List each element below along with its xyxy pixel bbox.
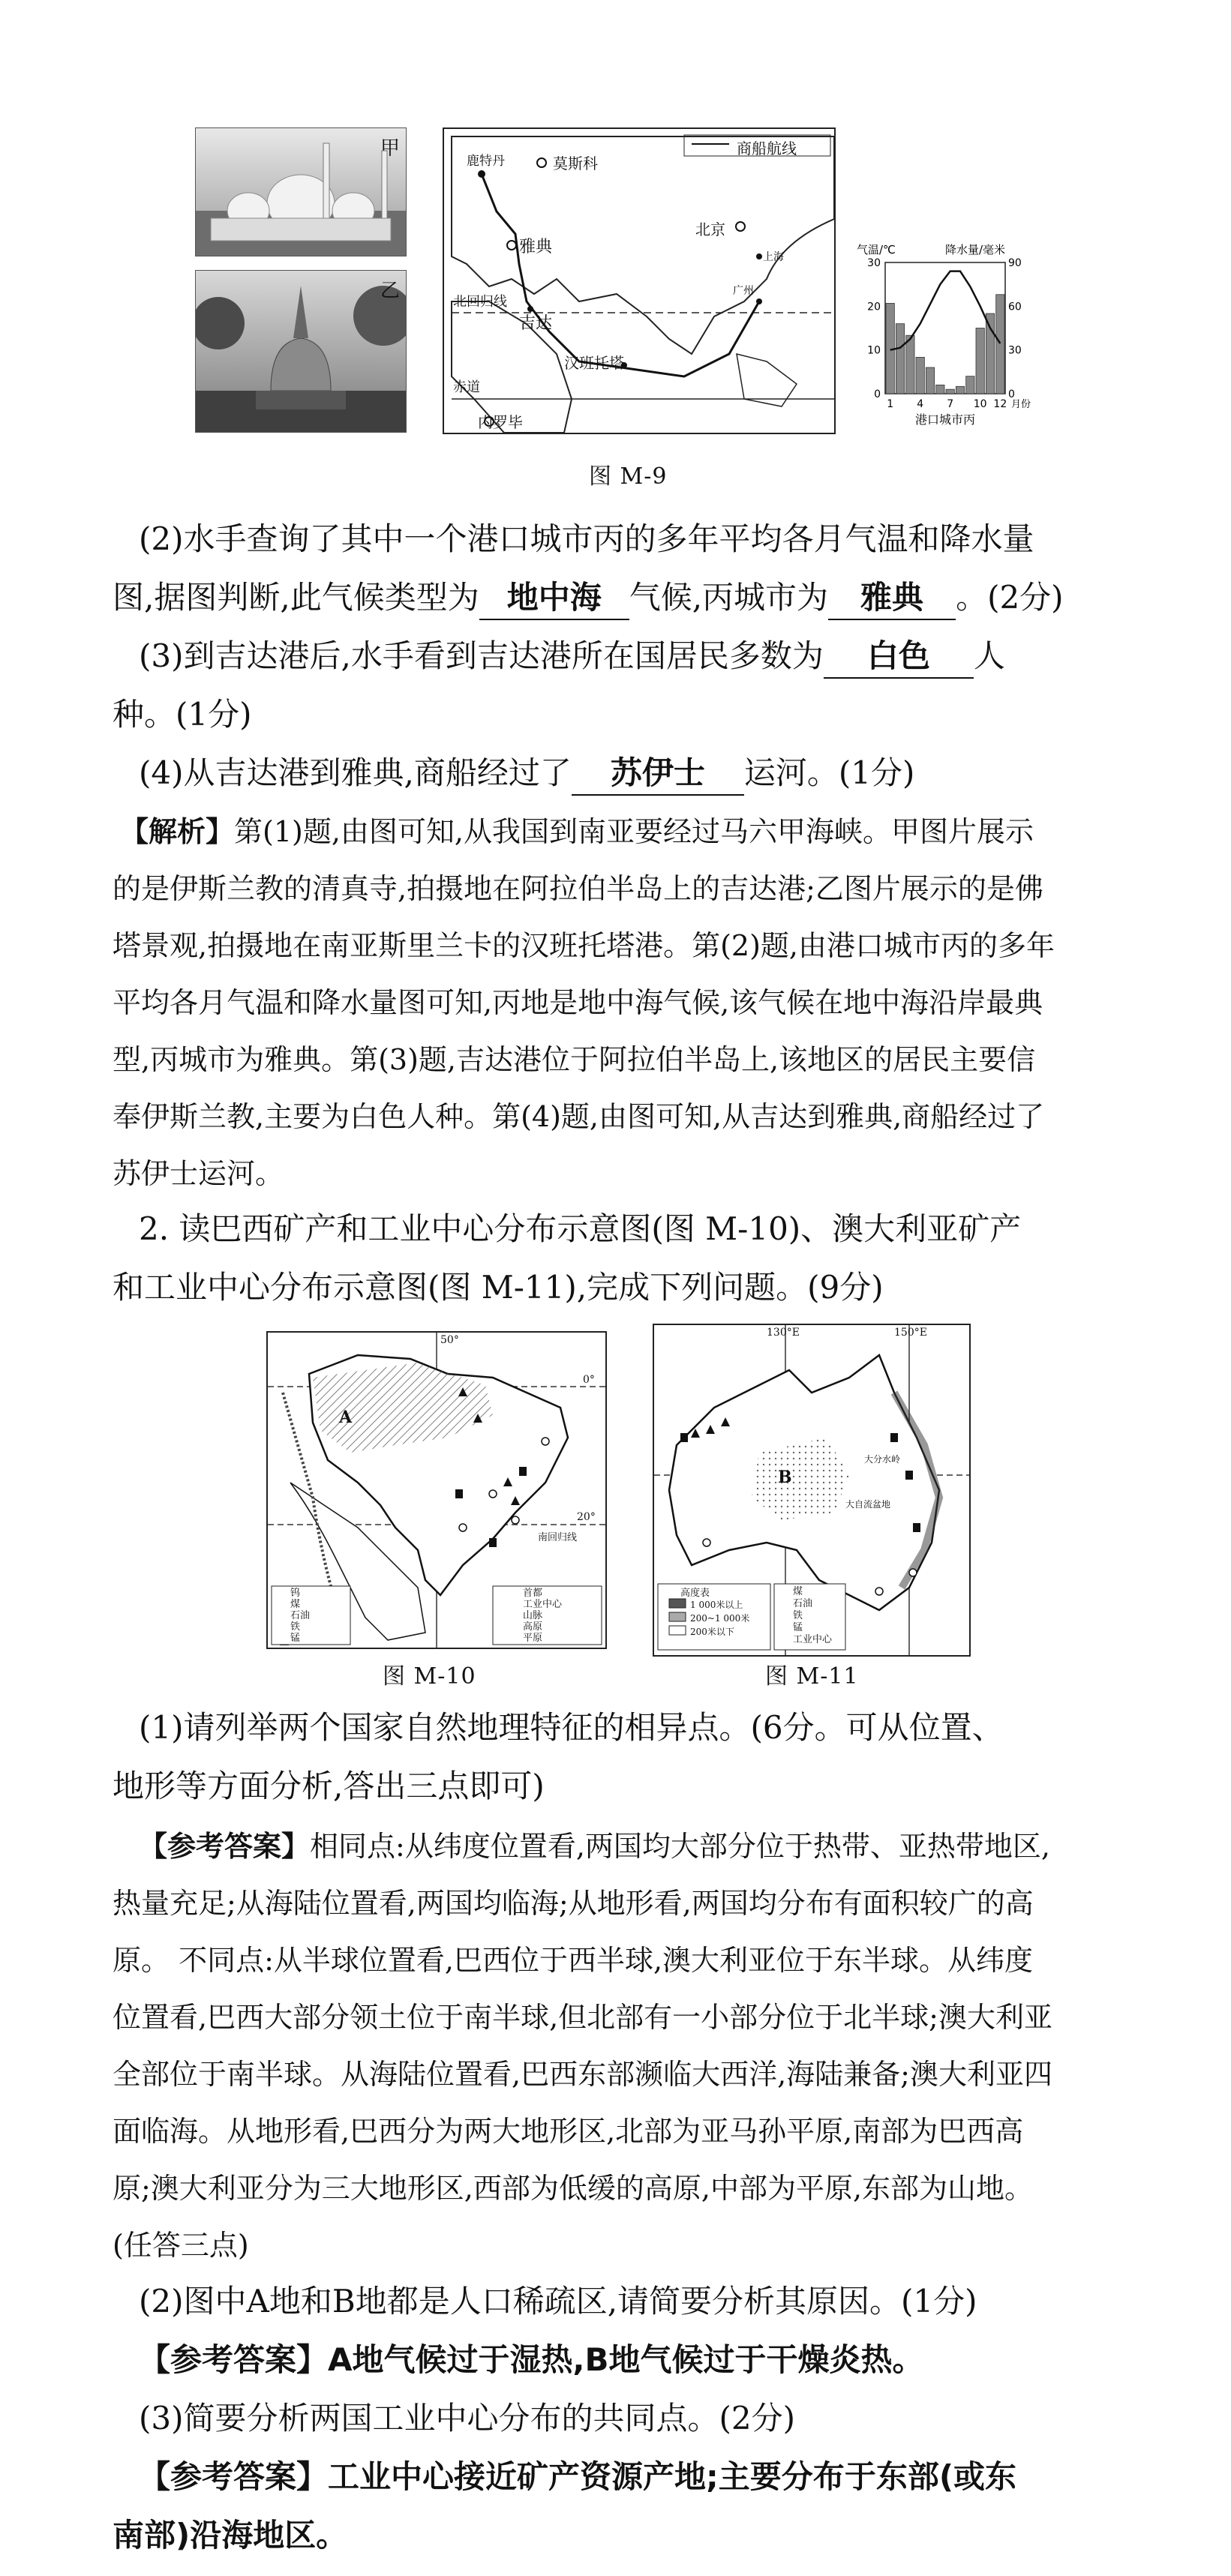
precip-bar [976, 328, 984, 394]
question-2-line2: 和工业中心分布示意图(图 M-11),完成下列问题。(9分) [113, 1269, 884, 1306]
answer1-line-3: 原。 不同点:从半球位置看,巴西位于西半球,澳大利亚位于东半球。从纬度 [113, 1944, 1034, 1977]
tropic-of-cancer-label: 北回归线 [453, 294, 507, 310]
analysis-line-5: 型,丙城市为雅典。第(3)题,吉达港位于阿拉伯半岛上,该地区的居民主要信 [113, 1043, 1036, 1076]
brazil-legend-right [523, 1588, 562, 1644]
legend-plateau: 高原 [523, 1621, 543, 1633]
answer1-line-2: 热量充足;从海陆位置看,两国均临海;从地形看,两国均分布有面积较广的高 [113, 1887, 1034, 1920]
oil-symbol [519, 1467, 527, 1476]
sub3-answer-line1 [139, 2448, 1204, 2506]
aus-legend-coal: 煤 [793, 1586, 803, 1597]
analysis-line-3: 塔景观,拍摄地在南亚斯里兰卡的汉班托塔港。第(2)题,由港口城市丙的多年 [113, 929, 1055, 962]
legend-manganese: 锰 [290, 1633, 301, 1644]
precip-bar [986, 313, 994, 394]
brazil-lat-20-label: 20° [577, 1511, 596, 1523]
y-left-tick: 20 [867, 301, 881, 313]
legend-iron: 铁 [290, 1621, 301, 1633]
sub3-tag: 【参考答案】 [139, 2458, 329, 2495]
analysis-line-7: 苏伊士运河。 [113, 1157, 284, 1190]
y-left-tick: 30 [867, 257, 881, 269]
q3-text-b: 人 [973, 637, 1005, 674]
sub1-line1: (1)请列举两个国家自然地理特征的相异点。(6分。可从位置、 [139, 1709, 1004, 1746]
photo-jia-label: 甲 [380, 137, 400, 160]
pagoda-photo [195, 270, 407, 433]
figure-m10-caption: 图 M-10 [383, 1663, 476, 1690]
city-athens: 雅典 [519, 238, 553, 256]
australia-map [653, 1324, 971, 1657]
legend-capital: 首都 [523, 1588, 543, 1599]
aus-legend-manganese: 锰 [793, 1622, 803, 1633]
industrial-center-symbol [703, 1539, 710, 1546]
precip-bar [926, 367, 934, 394]
aus-great-dividing-range: 大分水岭 [864, 1454, 901, 1465]
legend-plain: 平原 [523, 1633, 543, 1644]
y-right-tick: 30 [1008, 344, 1022, 357]
city-hambantota: 汉班托塔 [564, 354, 624, 372]
q4-text-a: (4)从吉达港到雅典,商船经过了 [139, 754, 572, 791]
sub2-question: (2)图中A地和B地都是人口稀疏区,请简要分析其原因。(1分) [139, 2283, 977, 2320]
legend-coal: 煤 [290, 1599, 301, 1610]
precip-bar [996, 295, 1004, 394]
sub3-question: (3)简要分析两国工业中心分布的共同点。(2分) [139, 2400, 795, 2437]
photo-yi-label: 乙 [380, 280, 400, 302]
x-tick: 7 [947, 398, 954, 410]
y-right-label: 降水量/毫米 [945, 243, 1006, 256]
legend-mountain: 山脉 [523, 1610, 543, 1621]
analysis-line-1 [120, 802, 1185, 861]
city-nairobi: 内罗毕 [478, 413, 523, 431]
city-shanghai: 上海 [763, 251, 784, 263]
coal-symbol [489, 1538, 497, 1547]
aus-legend-oil: 石油 [793, 1598, 813, 1609]
coal-symbol [913, 1523, 920, 1532]
mosque-illustration [196, 128, 406, 256]
q4-line [139, 744, 1204, 802]
aus-lon-130-label: 130°E [767, 1327, 800, 1339]
y-left-label: 气温/℃ [857, 243, 896, 256]
industrial-center-symbol [512, 1516, 519, 1524]
precip-bar [896, 324, 904, 394]
x-tick: 4 [917, 398, 924, 410]
answer1-line-5: 全部位于南半球。从海陆位置看,巴西东部濒临大西洋,海陆兼备;澳大利亚四 [113, 2058, 1052, 2091]
analysis-tag: 【解析】 [120, 815, 235, 848]
q2-line2-c: 。(2分) [956, 579, 1064, 616]
x-tick: 10 [973, 398, 987, 410]
precip-bar [956, 386, 964, 394]
aus-great-artesian-basin: 大自流盆地 [845, 1499, 891, 1510]
coal-symbol [890, 1433, 898, 1442]
brazil-label-a: A [339, 1408, 353, 1427]
answer1-line-4: 位置看,巴西大部分领土位于南半球,但北部有一小部分位于北半球;澳大利亚 [113, 2001, 1052, 2034]
q3-text-a: (3)到吉达港后,水手看到吉达港所在国居民多数为 [139, 637, 824, 674]
answer1-line-1 [139, 1817, 1204, 1876]
y-left-tick: 10 [867, 344, 881, 357]
equator-label: 赤道 [453, 379, 480, 395]
coal-symbol [905, 1471, 913, 1480]
legend-height-low: 200米以下 [690, 1627, 734, 1637]
sub3-answer-1: 工业中心接近矿产资源产地;主要分布于东部(或东 [328, 2458, 1017, 2495]
aus-legend-symbols [793, 1586, 832, 1646]
x-tick: 1 [887, 398, 894, 410]
precip-bar [906, 335, 914, 394]
y-right-tick: 90 [1008, 257, 1022, 269]
figure-m9-caption: 图 M-9 [589, 463, 668, 490]
legend-oil: 石油 [290, 1610, 311, 1621]
answer1-line-8: (任答三点) [113, 2229, 249, 2262]
coal-symbol [455, 1489, 463, 1498]
industrial-center-symbol [542, 1438, 549, 1445]
aus-legend-title: 高度表 [680, 1588, 710, 1599]
y-right-tick: 0 [1008, 388, 1015, 400]
climate-chart-svg [855, 240, 1035, 435]
mosque-photo [195, 127, 407, 256]
aus-legend-heights [690, 1598, 749, 1639]
answer1-text-1: 相同点:从纬度位置看,两国均大部分位于热带、亚热带地区, [310, 1830, 1050, 1863]
q2-answer-city: 雅典 [828, 577, 956, 620]
legend-height-mid: 200~1 000米 [690, 1613, 750, 1624]
city-jeddah: 吉达 [519, 314, 553, 333]
sub2-answer-line [139, 2331, 1204, 2389]
precip-bar [966, 376, 974, 394]
answer1-line-7: 原;澳大利亚分为三大地形区,西部为低缓的高原,中部为平原,东部为山地。 [113, 2172, 1034, 2205]
sub2-tag: 【参考答案】 [139, 2341, 329, 2378]
aus-legend-industrial: 工业中心 [793, 1634, 833, 1645]
industrial-center-symbol [909, 1569, 917, 1576]
sub1-line2: 地形等方面分析,答出三点即可) [113, 1768, 545, 1804]
q2-line1: (2)水手查询了其中一个港口城市丙的多年平均各月气温和降水量 [139, 520, 1034, 557]
industrial-center-symbol [489, 1490, 497, 1498]
precip-bar [916, 357, 924, 394]
route-map-svg [444, 129, 834, 433]
question-2-line1: 2. 读巴西矿产和工业中心分布示意图(图 M-10)、澳大利亚矿产 [139, 1210, 1022, 1247]
brazil-lon-label: 50° [440, 1334, 459, 1346]
industrial-center-symbol [459, 1524, 467, 1531]
pagoda-illustration [196, 271, 406, 432]
y-left-tick: 0 [874, 388, 881, 400]
legend-industrial-center: 工业中心 [523, 1599, 563, 1610]
aus-lon-150-label: 150°E [894, 1327, 927, 1339]
q2-line2-a: 图,据图判断,此气候类型为 [113, 579, 479, 616]
q4-text-b: 运河。(1分) [743, 754, 915, 791]
q2-line2-b: 气候,丙城市为 [629, 579, 829, 616]
route-map [443, 127, 836, 434]
analysis-line-2: 的是伊斯兰教的清真寺,拍摄地在阿拉伯半岛上的吉达港;乙图片展示的是佛 [113, 872, 1043, 905]
brazil-lat-0-label: 0° [583, 1374, 595, 1386]
q2-line2 [113, 568, 1178, 627]
precip-bar [936, 385, 944, 394]
aus-legend-iron: 铁 [793, 1610, 803, 1621]
x-tick: 12 [993, 398, 1007, 410]
brazil-tropic-label: 南回归线 [538, 1532, 578, 1543]
figure-m11-caption: 图 M-11 [765, 1663, 859, 1690]
city-guangzhou: 广州 [733, 285, 754, 297]
sub2-answer: A地气候过于湿热,B地气候过于干燥炎热。 [328, 2341, 924, 2378]
analysis-line-6: 奉伊斯兰教,主要为白色人种。第(4)题,由图可知,从吉达到雅典,商船经过了 [113, 1100, 1045, 1133]
city-moscow: 莫斯科 [553, 154, 598, 172]
brazil-map [266, 1331, 607, 1649]
legend-tungsten: 钨 [290, 1588, 301, 1599]
q4-answer: 苏伊士 [572, 752, 744, 796]
city-rotterdam: 鹿特丹 [467, 154, 505, 169]
y-right-tick: 60 [1008, 301, 1022, 313]
precip-bar [946, 389, 954, 394]
industrial-center-symbol [875, 1588, 883, 1595]
q3-line1 [139, 627, 1204, 685]
analysis-line-4: 平均各月气温和降水量图可知,丙地是地中海气候,该气候在地中海沿岸最典 [113, 986, 1043, 1019]
brazil-legend-left [290, 1588, 310, 1644]
q2-answer-climate: 地中海 [479, 577, 629, 620]
analysis-text-1: 第(1)题,由图可知,从我国到南亚要经过马六甲海峡。甲图片展示 [234, 815, 1034, 848]
answer1-line-6: 面临海。从地形看,巴西分为两大地形区,北部为亚马孙平原,南部为巴西高 [113, 2115, 1024, 2148]
city-beijing: 北京 [695, 220, 725, 238]
answer1-tag: 【参考答案】 [139, 1830, 311, 1863]
sub3-answer-line2: 南部)沿海地区。 [113, 2517, 348, 2554]
oil-symbol [680, 1433, 688, 1442]
x-unit: 月份 [1011, 399, 1031, 410]
chart-title: 港口城市丙 [914, 412, 976, 427]
q3-answer: 白色 [824, 635, 974, 679]
q3-line2: 种。(1分) [113, 696, 252, 733]
legend-route-label: 商船航线 [737, 139, 797, 157]
aus-label-b: B [778, 1468, 792, 1487]
legend-height-high: 1 000米以上 [690, 1600, 743, 1610]
climate-chart [855, 240, 1035, 435]
